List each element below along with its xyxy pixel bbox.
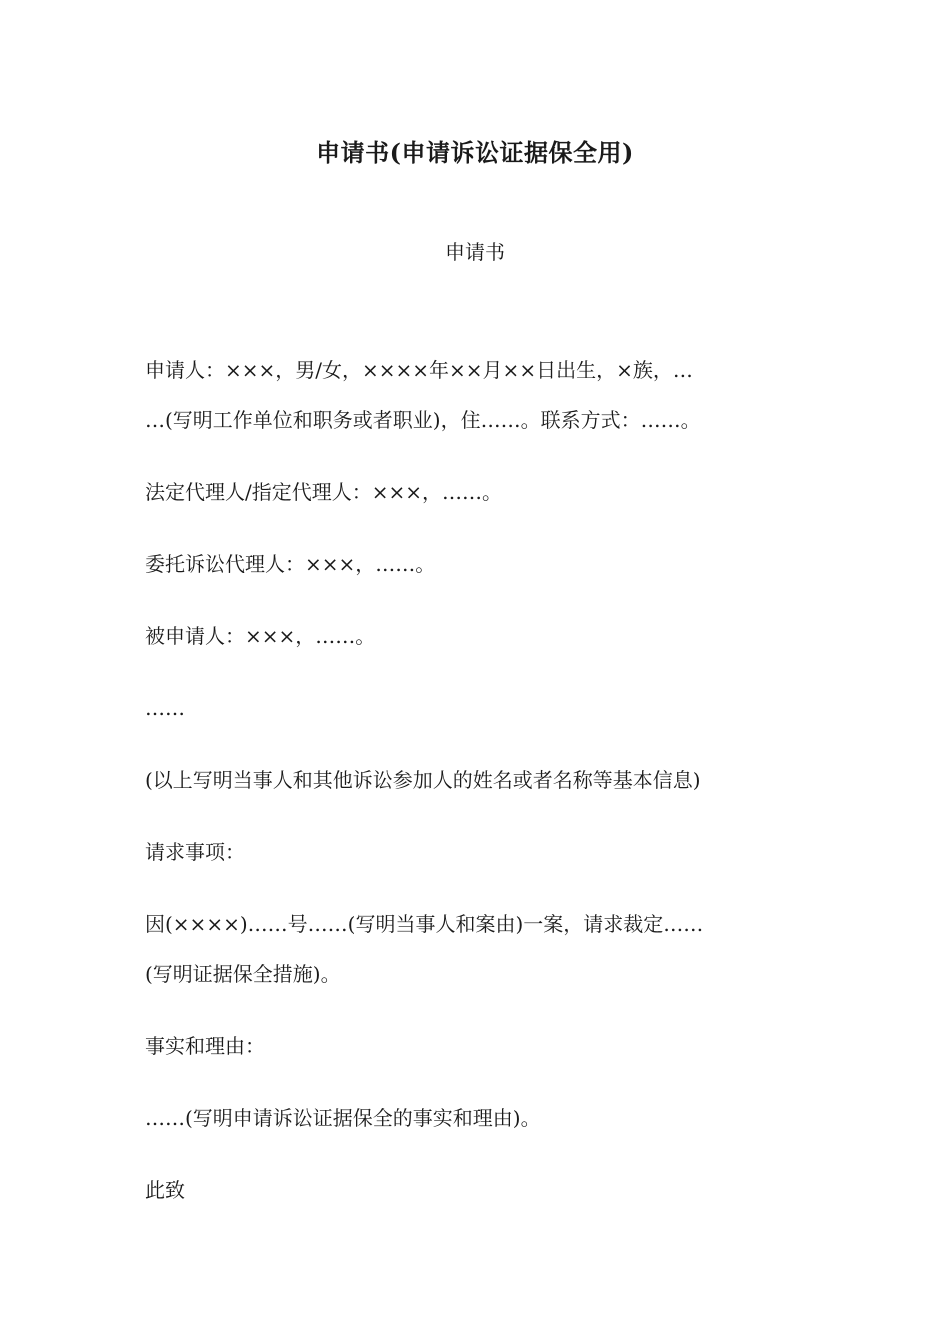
claims-heading: 请求事项： xyxy=(145,840,245,864)
respondent-line: 被申请人：×××，……。 xyxy=(145,624,376,648)
entrusted-agent-line: 委托诉讼代理人：×××，……。 xyxy=(145,552,436,576)
legal-agent-line: 法定代理人/指定代理人：×××，……。 xyxy=(145,480,503,504)
parties-note: (以上写明当事人和其他诉讼参加人的姓名或者名称等基本信息) xyxy=(145,768,701,792)
claims-line-2: (写明证据保全措施)。 xyxy=(145,962,341,986)
facts-heading: 事实和理由： xyxy=(145,1034,265,1058)
facts-body: ……(写明申请诉讼证据保全的事实和理由)。 xyxy=(145,1106,541,1130)
applicant-line-1: 申请人：×××，男/女，××××年××月××日出生，×族，… xyxy=(145,358,693,382)
document-title: 申请书(申请诉讼证据保全用) xyxy=(316,138,634,167)
claims-line-1: 因(××××)……号……(写明当事人和案由)一案，请求裁定…… xyxy=(145,912,704,936)
closing-line: 此致 xyxy=(145,1178,185,1202)
ellipsis-line: …… xyxy=(145,696,185,720)
document-subtitle: 申请书 xyxy=(445,240,505,264)
applicant-line-2: …(写明工作单位和职务或者职业)，住……。联系方式：……。 xyxy=(145,408,701,432)
